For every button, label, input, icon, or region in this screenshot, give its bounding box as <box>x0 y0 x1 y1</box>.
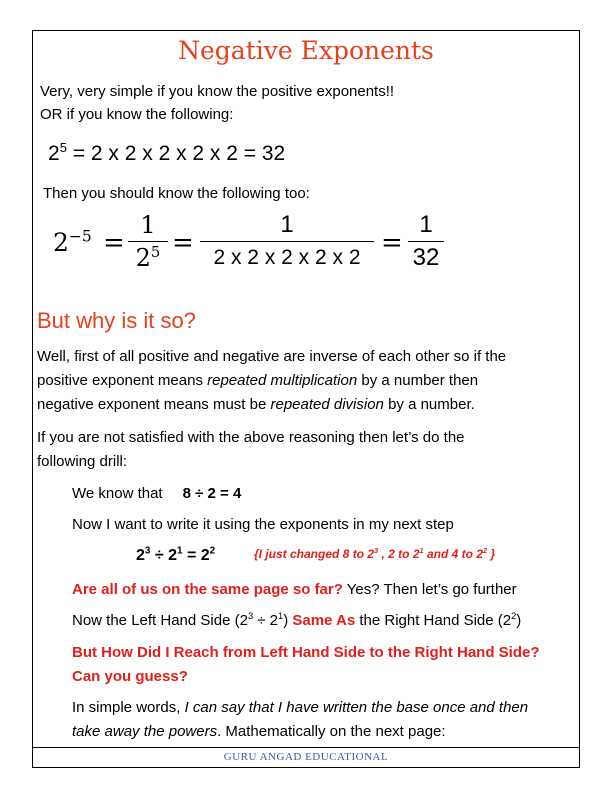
drill-know-line: We know that 8 ÷ 2 = 4 <box>72 485 242 502</box>
then-line: Then you should know the following too: <box>43 185 310 202</box>
drill-simple-line-2: take away the powers. Mathematically on the next page: <box>72 723 446 740</box>
eq2-fraction-1: 1 $2^5$ <box>128 212 168 271</box>
eq2-fraction-3: 1 32 <box>408 212 444 271</box>
para2-line-1: If you are not satisfied with the above reasoning then let’s do the <box>37 429 465 446</box>
equation-positive-exponent: $2^5 = 2$ x 2 x 2 x 2 x 2 = 32 <box>48 140 286 165</box>
footer-divider <box>32 747 580 748</box>
drill-simple-line-1: In simple words, I can say that I have written the base once and then <box>72 699 529 716</box>
eq2-equals-2: = <box>172 228 194 258</box>
footer-text: GURU ANGAD EDUCATIONAL <box>223 751 389 763</box>
eq2-fraction-2: 1 2 x 2 x 2 x 2 x 2 <box>200 212 374 271</box>
drill-now-line: Now I want to write it using the exponents in my next step <box>72 516 454 533</box>
eq2-equals-3: = <box>381 228 403 258</box>
drill-lhs-rhs-line: Now the Left Hand Side $(2^3 \div 2^1)$ Same As the Right Hand Side $(2^2)$ <box>72 611 522 629</box>
page-title: Negative Exponents <box>178 36 434 65</box>
why-heading: But why is it so? <box>37 308 196 333</box>
eq2-lhs: $2^{-5}$ <box>53 227 92 257</box>
intro-line-2: OR if you know the following: <box>40 106 234 123</box>
intro-line-1: Very, very simple if you know the positive exponents!! <box>40 83 395 100</box>
drill-same-page-line: Are all of us on the same page so far? Yes? Then let’s go further <box>72 581 517 598</box>
para1-line-3: negative exponent means must be repeated division by a number. <box>37 396 475 413</box>
drill-note: {I just changed 8 to $2^3$ , 2 to $2^1$ and 4 to $2^2$ } <box>254 546 496 561</box>
eq2-equals-1: = <box>103 228 125 258</box>
drill-question-line-2: Can you guess? <box>72 668 188 685</box>
para1-line-2: positive exponent means repeated multiplication by a number then <box>37 372 479 389</box>
drill-exponent-equation: $2^3 \div 2^1 = 2^2$ <box>136 545 216 564</box>
para1-line-1: Well, first of all positive and negative are inverse of each other so if the <box>37 348 507 365</box>
drill-question-line-1: But How Did I Reach from Left Hand Side to the Right Hand Side? <box>72 644 540 661</box>
para2-line-2: following drill: <box>37 453 128 470</box>
